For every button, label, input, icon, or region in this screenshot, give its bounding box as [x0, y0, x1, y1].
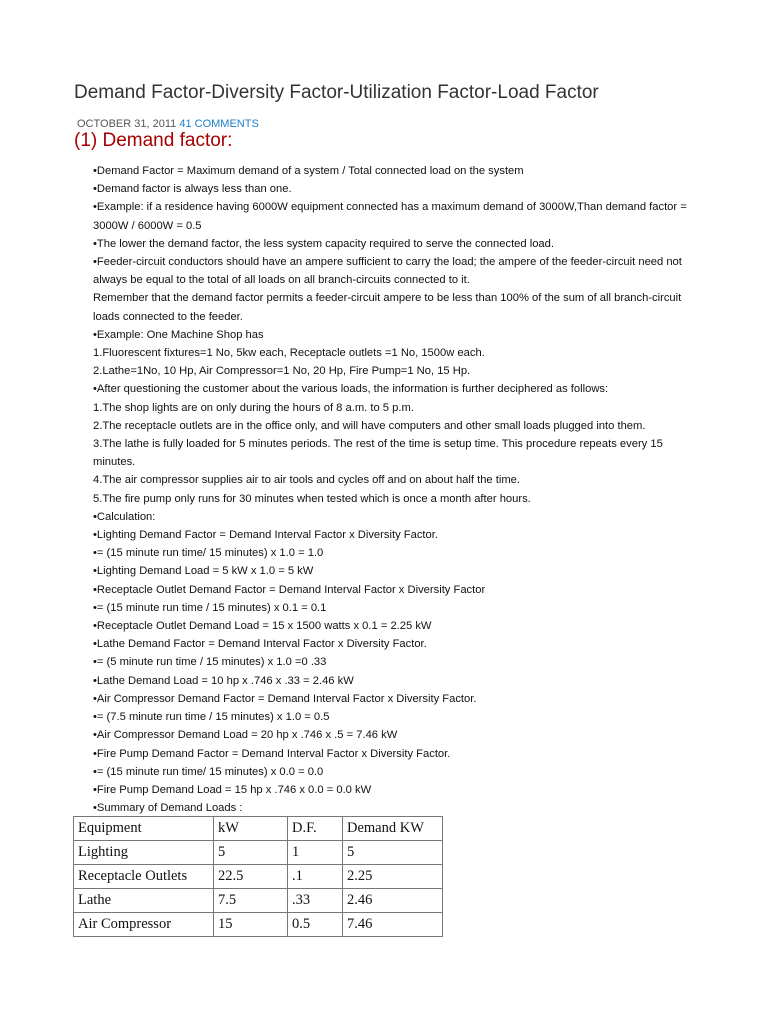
- body-line: •Lighting Demand Factor = Demand Interval Factor x Diversity Factor.: [93, 529, 438, 542]
- body-line: •Fire Pump Demand Factor = Demand Interval Factor x Diversity Factor.: [93, 747, 451, 760]
- section-heading: (1) Demand factor:: [74, 130, 233, 151]
- table-cell: Air Compressor: [74, 913, 214, 937]
- table-row: [74, 913, 443, 937]
- table-header-cell: Equipment: [74, 817, 214, 841]
- table-row: [74, 865, 443, 889]
- body-line: Remember that the demand factor permits a feeder-circuit ampere to be less than 100% of the sum of all branch-circuit loads connected to the feeder.: [93, 292, 682, 323]
- table-cell: 7.5: [214, 889, 288, 913]
- table-header-cell: kW: [214, 817, 288, 841]
- table-header-row: [74, 817, 443, 841]
- table-cell: .33: [288, 889, 343, 913]
- table-cell: 2.46: [343, 889, 443, 913]
- article-body: [93, 162, 703, 817]
- body-line: 2.The receptacle outlets are in the office only, and will have computers and other small loads plugged into them.: [93, 419, 646, 432]
- post-date: OCTOBER 31, 2011: [77, 118, 177, 130]
- table-cell: 5: [214, 841, 288, 865]
- table-cell: Lathe: [74, 889, 214, 913]
- body-line: •After questioning the customer about the various loads, the information is further deciphered as follows:: [93, 383, 609, 396]
- body-line: •= (15 minute run time/ 15 minutes) x 0.0 = 0.0: [93, 765, 324, 778]
- table-row: [74, 841, 443, 865]
- table-cell: .1: [288, 865, 343, 889]
- body-line: •Lathe Demand Load = 10 hp x .746 x .33 = 2.46 kW: [93, 674, 354, 687]
- body-line: 2.Lathe=1No, 10 Hp, Air Compressor=1 No, 20 Hp, Fire Pump=1 No, 15 Hp.: [93, 365, 471, 378]
- body-line: •Lathe Demand Factor = Demand Interval Factor x Diversity Factor.: [93, 638, 427, 651]
- table-cell: 1: [288, 841, 343, 865]
- body-line: •Example: if a residence having 6000W equipment connected has a maximum demand of 3000W,Than demand factor = 3000W / 6000W = 0.5: [93, 201, 687, 232]
- body-line: •= (15 minute run time / 15 minutes) x 0.1 = 0.1: [93, 601, 327, 614]
- table-cell: 22.5: [214, 865, 288, 889]
- body-line: •Calculation:: [93, 510, 156, 523]
- body-line: •Summary of Demand Loads :: [93, 802, 243, 815]
- table-cell: Lighting: [74, 841, 214, 865]
- table-cell: 7.46: [343, 913, 443, 937]
- body-line: 4.The air compressor supplies air to air tools and cycles off and on about half the time.: [93, 474, 521, 487]
- body-line: •Receptacle Outlet Demand Factor = Demand Interval Factor x Diversity Factor: [93, 583, 486, 596]
- table-header-cell: D.F.: [288, 817, 343, 841]
- body-line: 3.The lathe is fully loaded for 5 minutes periods. The rest of the time is setup time. This procedure repeats every 15 minutes.: [93, 438, 663, 469]
- post-meta: [77, 118, 259, 130]
- table-cell: 15: [214, 913, 288, 937]
- body-line: •= (15 minute run time/ 15 minutes) x 1.0 = 1.0: [93, 547, 324, 560]
- body-line: •The lower the demand factor, the less system capacity required to serve the connected load.: [93, 237, 554, 250]
- table-header-cell: Demand KW: [343, 817, 443, 841]
- body-line: •Demand Factor = Maximum demand of a system / Total connected load on the system: [93, 165, 524, 177]
- table-cell: 0.5: [288, 913, 343, 937]
- body-line: •Lighting Demand Load = 5 kW x 1.0 = 5 kW: [93, 565, 314, 578]
- body-line: 5.The fire pump only runs for 30 minutes when tested which is once a month after hours.: [93, 492, 531, 505]
- page-title: Demand Factor-Diversity Factor-Utilization Factor-Load Factor: [74, 82, 599, 103]
- body-line: •Demand factor is always less than one.: [93, 183, 292, 196]
- table-cell: 5: [343, 841, 443, 865]
- body-line: •Air Compressor Demand Factor = Demand Interval Factor x Diversity Factor.: [93, 692, 477, 705]
- body-line: •Example: One Machine Shop has: [93, 328, 264, 341]
- body-line: •Receptacle Outlet Demand Load = 15 x 1500 watts x 0.1 = 2.25 kW: [93, 620, 432, 633]
- table-cell: 2.25: [343, 865, 443, 889]
- comments-link[interactable]: 41 COMMENTS: [179, 118, 259, 130]
- body-line: •= (7.5 minute run time / 15 minutes) x 1.0 = 0.5: [93, 711, 330, 724]
- table-row: [74, 889, 443, 913]
- table-cell: Receptacle Outlets: [74, 865, 214, 889]
- body-line: •Air Compressor Demand Load = 20 hp x .746 x .5 = 7.46 kW: [93, 729, 398, 742]
- body-line: •= (5 minute run time / 15 minutes) x 1.0 =0 .33: [93, 656, 327, 669]
- body-line: •Fire Pump Demand Load = 15 hp x .746 x 0.0 = 0.0 kW: [93, 783, 372, 796]
- body-line: •Feeder-circuit conductors should have an ampere sufficient to carry the load; the ampere of the feeder-circuit need not always be equal to the total of all loads on all branch-circuits connected to it.: [93, 256, 682, 287]
- body-line: 1.The shop lights are on only during the hours of 8 a.m. to 5 p.m.: [93, 401, 414, 414]
- demand-summary-table: [73, 816, 443, 937]
- body-line: 1.Fluorescent fixtures=1 No, 5kw each, Receptacle outlets =1 No, 1500w each.: [93, 347, 485, 360]
